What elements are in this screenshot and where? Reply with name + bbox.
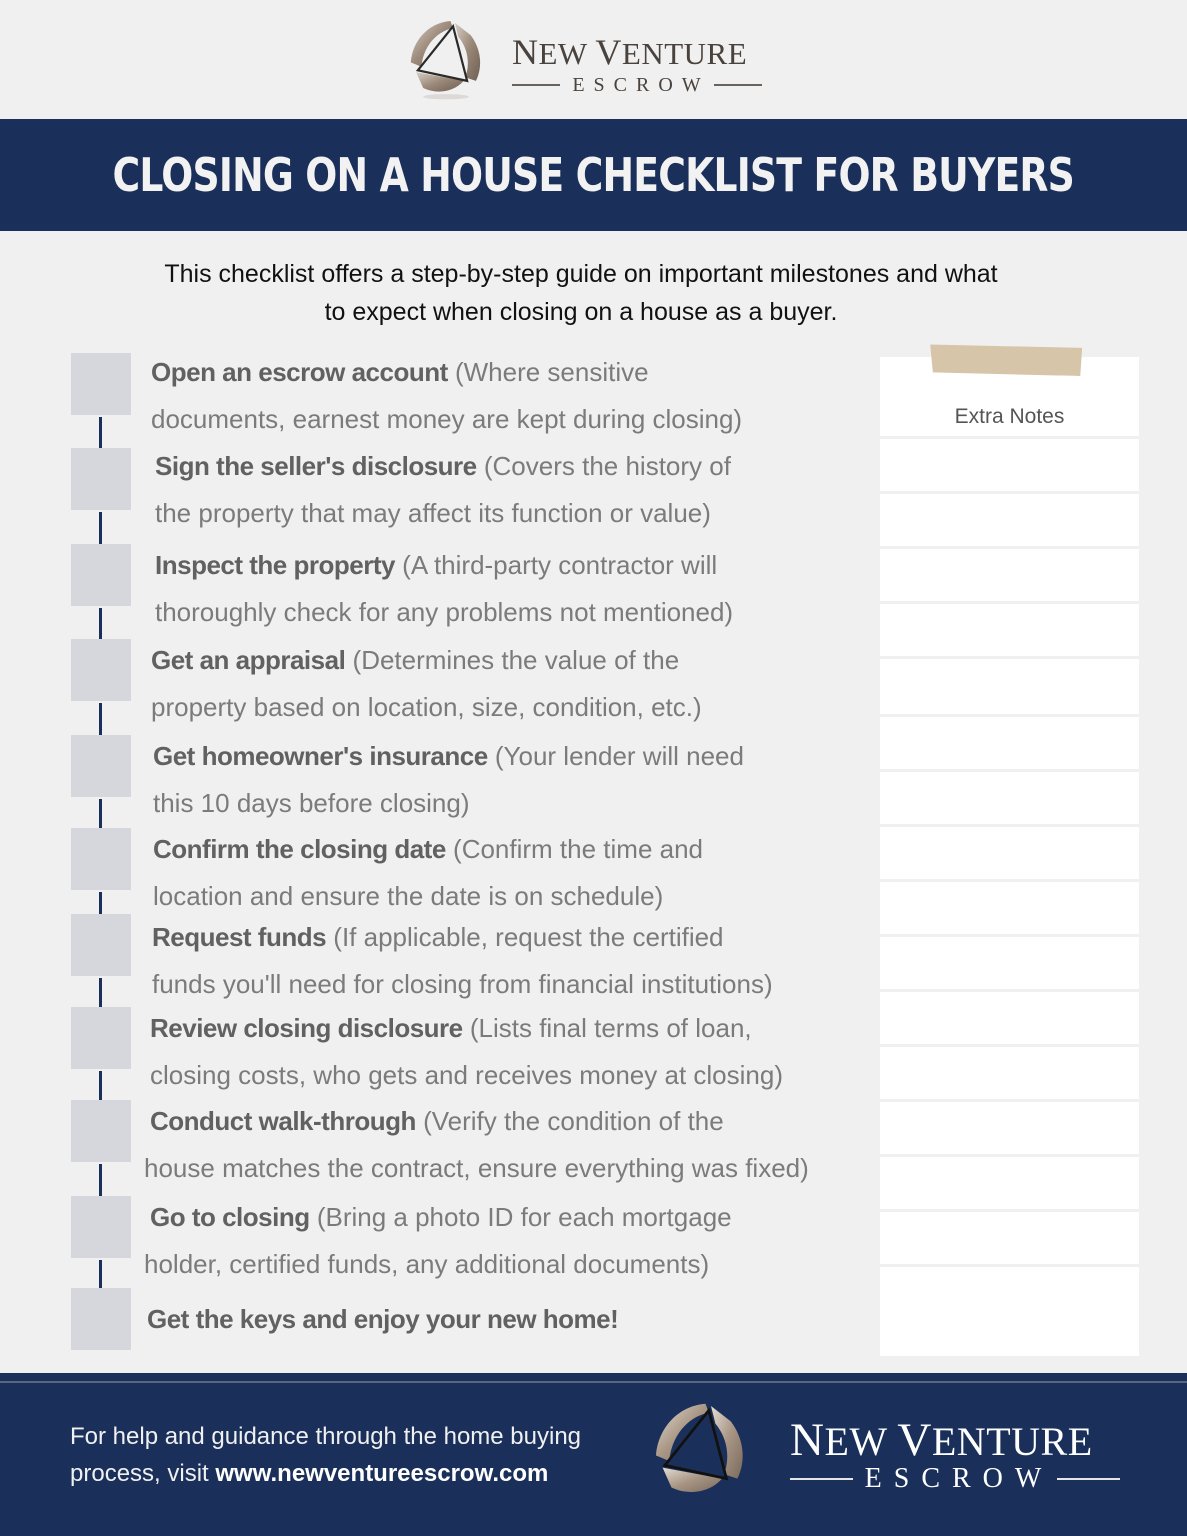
brand-subtitle: ESCROW [512,74,762,96]
footer [0,1373,1187,1536]
checkbox[interactable] [71,1196,131,1258]
notes-title: Extra Notes [954,405,1065,428]
notes-line[interactable] [880,1267,1139,1356]
connector-line [99,1164,102,1196]
connector-line [99,978,102,1010]
tape-decoration [930,342,1082,376]
connector-line [99,703,102,735]
extra-notes-card [880,357,1139,1356]
notes-line[interactable] [880,992,1139,1044]
brand-name: NEW VENTURE [512,32,748,72]
checkbox[interactable] [71,544,131,606]
notes-line[interactable] [880,659,1139,714]
logo-triangle-icon [402,14,490,102]
footer-logo [645,1395,1125,1515]
divider [714,84,762,86]
logo-triangle-icon [645,1395,755,1505]
intro-text: This checklist offers a step-by-step guide on important milestones and what to expect when closing on a house as a buyer. [164,260,998,326]
notes-line[interactable] [880,827,1139,879]
connector-line [99,608,102,640]
notes-line[interactable] [880,604,1139,656]
title-banner [0,119,1187,231]
notes-line[interactable] [880,882,1139,934]
connector-line [99,1071,102,1103]
header-logo [402,14,762,110]
notes-line[interactable] [880,439,1139,491]
brand-subtitle: ESCROW [790,1468,1120,1490]
checkbox[interactable] [71,639,131,701]
divider [790,1478,853,1480]
website-link[interactable]: www.newventureescrow.com [215,1460,549,1487]
divider [0,1381,1187,1383]
checkbox[interactable] [71,828,131,890]
checkbox[interactable] [71,735,131,797]
divider [1057,1478,1120,1480]
notes-line[interactable] [880,1102,1139,1154]
connector-line [99,417,102,449]
notes-line[interactable] [880,549,1139,601]
notes-line[interactable] [880,772,1139,824]
checkbox[interactable] [71,1288,131,1350]
notes-line[interactable] [880,717,1139,769]
checkbox[interactable] [71,353,131,415]
checkbox[interactable] [71,914,131,976]
checkbox[interactable] [71,1007,131,1069]
page-title: CLOSING ON A HOUSE CHECKLIST FOR BUYERS [112,148,1075,202]
footer-help-text: For help and guidance through the home buying process, visit www.newventureescrow.com [70,1423,582,1487]
notes-line[interactable] [880,1047,1139,1099]
notes-line[interactable] [880,937,1139,989]
checkbox[interactable] [71,1100,131,1162]
checkbox[interactable] [71,448,131,510]
notes-line[interactable] [880,1157,1139,1209]
notes-line[interactable] [880,494,1139,546]
brand-name: NEW VENTURE [790,1414,1093,1466]
notes-line[interactable] [880,1212,1139,1264]
divider [512,84,560,86]
connector-line [99,512,102,544]
connector-line [99,799,102,831]
